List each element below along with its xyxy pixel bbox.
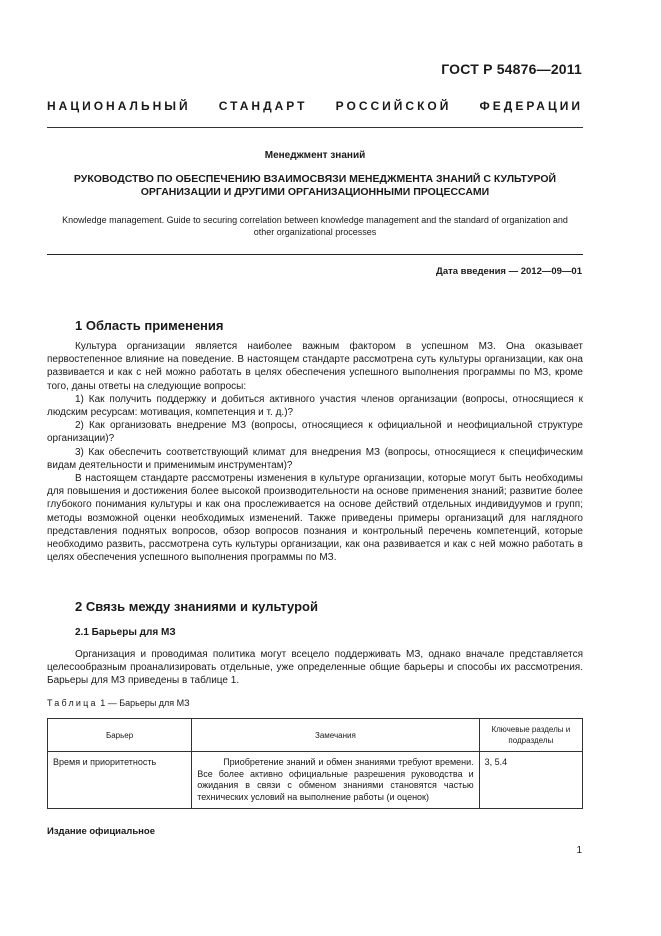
cell-sections: 3, 5.4: [479, 752, 582, 809]
subsection-2-1-heading: 2.1 Барьеры для МЗ: [75, 627, 176, 638]
paragraph: 3) Как обеспечить соответствующий климат для внедрения МЗ (вопросы, относящиеся к специфическим видам деятельности и применимым инструментам)?: [47, 446, 583, 471]
cell-barrier: Время и приоритетность: [48, 752, 192, 809]
section-2-heading: 2 Связь между знаниями и культурой: [75, 599, 318, 614]
national-standard-banner: НАЦИОНАЛЬНЫЙ СТАНДАРТ РОССИЙСКОЙ ФЕДЕРАЦИИ: [47, 99, 583, 113]
barriers-table: [47, 718, 583, 809]
introduction-date: Дата введения — 2012—09—01: [436, 266, 582, 277]
standard-title: РУКОВОДСТВО ПО ОБЕСПЕЧЕНИЮ ВЗАИМОСВЯЗИ МЕНЕДЖМЕНТА ЗНАНИЙ С КУЛЬТУРОЙ ОРГАНИЗАЦИИ И ДРУГИМИ ОРГАНИЗАЦИОННЫМИ ПРОЦЕССАМИ: [73, 173, 557, 198]
english-title: Knowledge management. Guide to securing correlation between knowledge management and the standard of organization and other organizational processes: [62, 215, 568, 237]
paragraph: Организация и проводимая политика могут всецело поддерживать МЗ, однако вначале представляется целесообразным проанализировать отдельные, уже определенные общие барьеры и способы их рассмотрения. Барьеры для МЗ приведены в таблице 1.: [47, 649, 583, 687]
paragraph: 1) Как получить поддержку и добиться активного участия членов организации (вопросы, относящиеся к людским ресурсам: мотивация, компетенция и т. д.)?: [47, 393, 583, 419]
table-caption-prefix: Таблица: [47, 698, 98, 708]
paragraph: Культура организации является наиболее важным фактором в успешном МЗ. Она оказывает первостепенное влияние на поведение. В настоящем стандарте рассмотрена суть культуры организации, как она развивается и как с ней можно работать в целях обеспечения успешного выполнения программы по МЗ, кроме того, даны ответы на следующие вопросы:: [47, 341, 583, 392]
column-header-notes: Замечания: [192, 719, 479, 752]
edition-label: Издание официальное: [47, 826, 155, 837]
column-header-sections: Ключевые разделы и подразделы: [479, 719, 582, 752]
table-caption-title: 1 — Барьеры для МЗ: [97, 698, 190, 708]
page-number: 1: [576, 845, 582, 856]
paragraph: В настоящем стандарте рассмотрены изменения в культуре организации, которые могут быть необходимы для повышения и достижения более высокой производительности на основе применения знаний; развитие более глубокого понимания культуры и как она прослеживается на основе действий отдельных индивидуумов и групп; методы возможной оценки необходимых изменений. Также приведены примеры организаций для наглядного представления поднятых вопросов, обзор вопросов познания и контрольный перечень компетенций, которые необходимо развить, рассмотрена суть культуры организации, как она развивается и как с ней можно работать в целях обеспечения успешного выполнения программы по МЗ.: [47, 473, 583, 564]
section-2-body: [47, 648, 583, 688]
table-caption: [47, 698, 190, 708]
section-1-heading: 1 Область применения: [75, 318, 224, 333]
table-row: [48, 752, 583, 809]
standard-subject: Менеджмент знаний: [264, 150, 366, 161]
paragraph: 2) Как организовать внедрение МЗ (вопросы, относящиеся к официальной и неофициальной структуре организации)?: [47, 420, 583, 445]
column-header-barrier: Барьер: [48, 719, 192, 752]
gost-code: ГОСТ Р 54876—2011: [441, 61, 582, 77]
cell-notes: Приобретение знаний и обмен знаниями требуют времени. Все более активно официальные разрешения руководства и ожидания в связи с обменом знаниями становятся частью технических условий на выполнение работы (и оценок): [192, 752, 479, 809]
section-1-body: [47, 340, 583, 564]
top-divider: [47, 127, 583, 128]
table-header-row: [48, 719, 583, 752]
title-divider: [47, 254, 583, 255]
